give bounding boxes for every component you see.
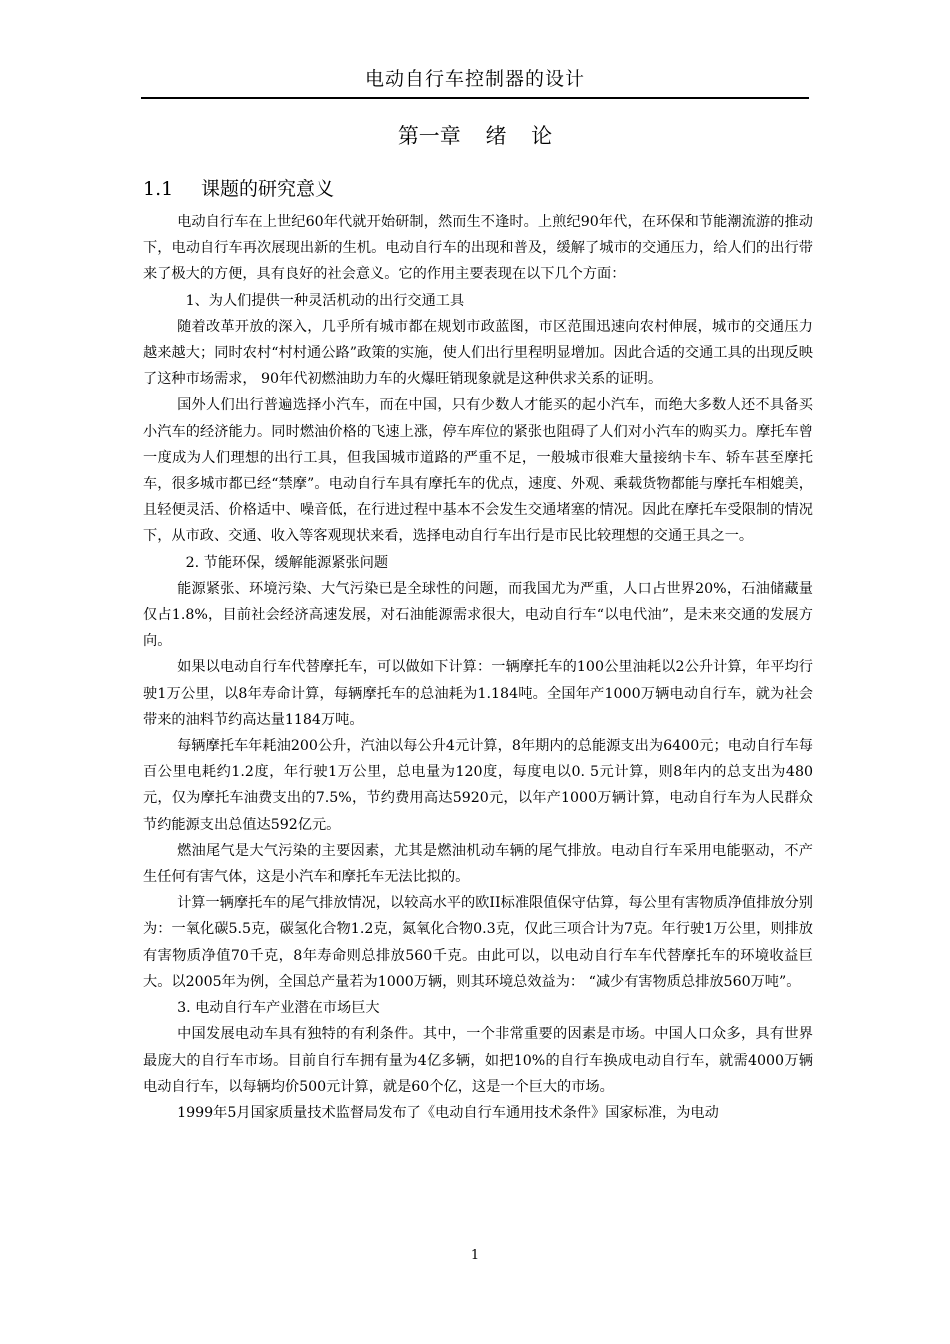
paragraph: 能源紧张、环境污染、大气污染已是全球性的问题，而我国尤为严重，人口占世界20%，石油储藏量仅占1.8%，目前社会经济高速发展，对石油能源需求很大，电动自行车“以电代油”，是未来交通的发展方向。 <box>143 580 813 650</box>
subheading: 2. 节能环保，缓解能源紧张问题 <box>185 554 389 571</box>
page-number: 1 <box>470 1248 480 1263</box>
chapter-title: 第一章 绪 论 <box>397 124 553 148</box>
paragraph: 燃油尾气是大气污染的主要因素，尤其是燃油机动车辆的尾气排放。电动自行车采用电能驱动，不产生任何有害气体，这是小汽车和摩托车无法比拟的。 <box>143 842 813 886</box>
paragraph: 计算一辆摩托车的尾气排放情况，以较高水平的欧II标准限值保守估算，每公里有害物质净值排放分别为：一氧化碳5.5克，碳氢化合物1.2克，氮氧化合物0.3克，仅此三项合计为7克。年行驶1万公里，则排放有害物质净值70千克，8年寿命则总排放560千克。由此可以，以电动自行车车代替摩托车的环境收益巨大。以2005年为例，全国总产量若为1000万辆，则其环境总效益为： “减少有害物质总排放560万吨”。 <box>143 895 813 990</box>
section-title: 课题的研究意义 <box>201 178 335 200</box>
paragraph: 电动自行车在上世纪60年代就开始研制，然而生不逢时。上煎纪90年代，在环保和节能潮流游的推动下，电动自行车再次展现出新的生机。电动自行车的出现和普及，缓解了城市的交通压力，给人们的出行带来了极大的方便，具有良好的社会意义。它的作用主要表现在以下几个方面： <box>143 214 813 283</box>
section-heading <box>143 174 334 201</box>
document-header-title: 电动自行车控制器的设计 <box>364 68 585 90</box>
paragraph: 国外人们出行普遍选择小汽车，而在中国，只有少数人才能买的起小汽车，而绝大多数人还不具备买小汽车的经济能力。同时燃油价格的飞速上涨，停车库位的紧张也阻碍了人们对小汽车的购买力。摩托车曾一度成为人们理想的出行工具，但我国城市道路的严重不足，一般城市很难大量接纳卡车、轿车甚至摩托车，很多城市都已经“禁摩”。电动自行车具有摩托车的优点，速度、外观、乘载货物都能与摩托车相媲美，且轻便灵活、价格适中、噪音低，在行进过程中基本不会发生交通堵塞的情况。因此在摩托车受限制的情况下，从市政、交通、收入等客观现状来看，选择电动自行车出行是市民比较理想的交通王具之一。 <box>143 397 813 545</box>
subheading: 1、为人们提供一种灵活机动的出行交通工具 <box>185 292 465 309</box>
paragraph: 1999年5月国家质量技术监督局发布了《电动自行车通用技术条件》国家标准，为电动 <box>177 1104 719 1121</box>
body-text <box>143 209 813 1126</box>
paragraph: 随着改革开放的深入，几乎所有城市都在规划市政蓝图，市区范围迅速向农村伸展，城市的交通压力越来越大；同时农村“村村通公路”政策的实施，使人们出行里程明显增加。因此合适的交通工具的出现反映了这种市场需求， 90年代初燃油助力车的火爆旺销现象就是这种供求关系的证明。 <box>143 318 813 388</box>
subheading: 3. 电动自行车产业潜在市场巨大 <box>177 1000 380 1017</box>
header-rule <box>141 97 809 99</box>
paragraph: 每辆摩托车年耗油200公升，汽油以每公升4元计算，8年期内的总能源支出为6400元；电动自行车每百公里电耗约1.2度，年行驶1万公里，总电量为120度，每度电以0. 5元计算，则8年内的总支出为480元，仅为摩托车油费支出的7.5%，节约费用高达5920元，以年产1000万辆计算，电动自行车为人民群众节约能源支出总值达592亿元。 <box>143 738 813 833</box>
paragraph: 如果以电动自行车代替摩托车，可以做如下计算：一辆摩托车的100公里油耗以2公升计算，年平均行驶1万公里，以8年寿命计算，每辆摩托车的总油耗为1.184吨。全国年产1000万辆电动自行车，就为社会带来的油料节约高达量1184万吨。 <box>143 659 813 728</box>
section-number: 1.1 <box>143 178 174 200</box>
paragraph: 中国发展电动车具有独特的有利条件。其中，一个非常重要的因素是市场。中国人口众多，具有世界最庞大的自行车市场。目前自行车拥有量为4亿多辆，如把10%的自行车换成电动自行车，就需4000万辆电动自行车，以每辆均价500元计算，就是60个亿，这是一个巨大的市场。 <box>143 1026 813 1095</box>
